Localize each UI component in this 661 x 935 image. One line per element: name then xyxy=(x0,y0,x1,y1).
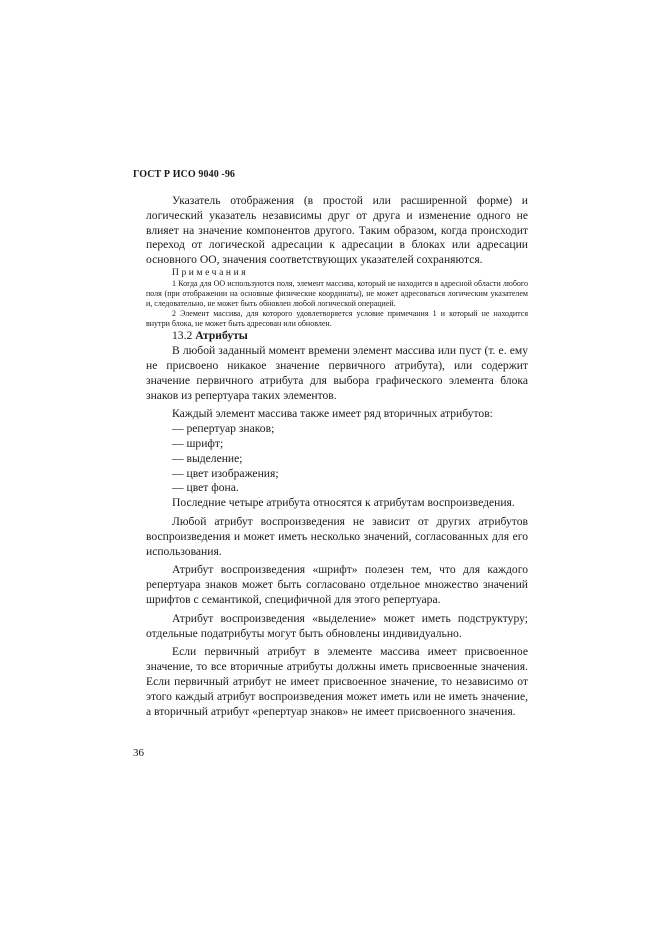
section-title: Атрибуты xyxy=(195,329,248,343)
list-item: — репертуар знаков; xyxy=(172,422,275,436)
note-2: 2 Элемент массива, для которого удовлетворяется условие примечания 1 и который не находится внутри блока, не может быть адресован или обновлен. xyxy=(146,309,528,329)
page-number: 36 xyxy=(133,747,144,759)
paragraph-last-four: Последние четыре атрибута относятся к атрибутам воспроизведения. xyxy=(172,496,515,510)
note-1: 1 Когда для ОО используются поля, элемент массива, который не находится в адресной области любого поля (при отображении на основные физические координаты), не может адресоваться логическим указателем и, следовательно, не может быть обновлен любой логической операцией. xyxy=(146,278,528,309)
list-item: — цвет изображения; xyxy=(172,466,279,480)
list-item: — цвет фона. xyxy=(172,481,239,495)
intro-paragraph: Указатель отображения (в простой или расширенной форме) и логический указатель независимы друг от друга и изменение одного не влияет на значение компонентов другого. Таким образом, когда происходит переход от логической адресации к адресации в блоках или адресации основного ОО, значения соответствующих указателей сохраняются. xyxy=(146,194,528,267)
section-number: 13.2 xyxy=(172,329,193,343)
paragraph-primary-attribute: В любой заданный момент времени элемент массива или пуст (т. е. ему не присвоено никакое значение первичного атрибута), или содержит значение первичного атрибута для выбора графического элемента блока знаков из репертуара таких элементов. xyxy=(146,344,528,402)
paragraph-font-attribute: Атрибут воспроизведения «шрифт» полезен тем, что для каждого репертуара знаков может быть согласовано отдельное множество значений шрифтов с семантикой, специфичной для этого репертуара. xyxy=(146,563,528,606)
paragraph-independent: Любой атрибут воспроизведения не зависит от других атрибутов воспроизведения и может иметь несколько значений, согласованных для его использования. xyxy=(146,515,528,558)
section-heading xyxy=(146,329,528,344)
document-code: ГОСТ Р ИСО 9040 -96 xyxy=(133,169,236,180)
secondary-attributes-list xyxy=(146,422,528,496)
paragraph-highlight-attribute: Атрибут воспроизведения «выделение» может иметь подструктуру; отдельные податрибуты могут быть обновлены индивидуально. xyxy=(146,611,528,640)
page-body xyxy=(146,194,528,719)
list-item: — выделение; xyxy=(172,451,243,465)
notes-heading: Примечания xyxy=(172,267,249,278)
list-item: — шрифт; xyxy=(172,437,224,451)
paragraph-secondary-intro: Каждый элемент массива также имеет ряд вторичных атрибутов: xyxy=(172,407,493,421)
paragraph-assigned-values: Если первичный атрибут в элементе массива имеет присвоенное значение, то все вторичные атрибуты должны иметь присвоенные значения. Если первичный атрибут не имеет присвоенное значение, то независимо от этого каждый атрибут воспроизведения может иметь или не иметь значение, а вторичный атрибут «репертуар знаков» не имеет присвоенного значения. xyxy=(146,645,528,718)
